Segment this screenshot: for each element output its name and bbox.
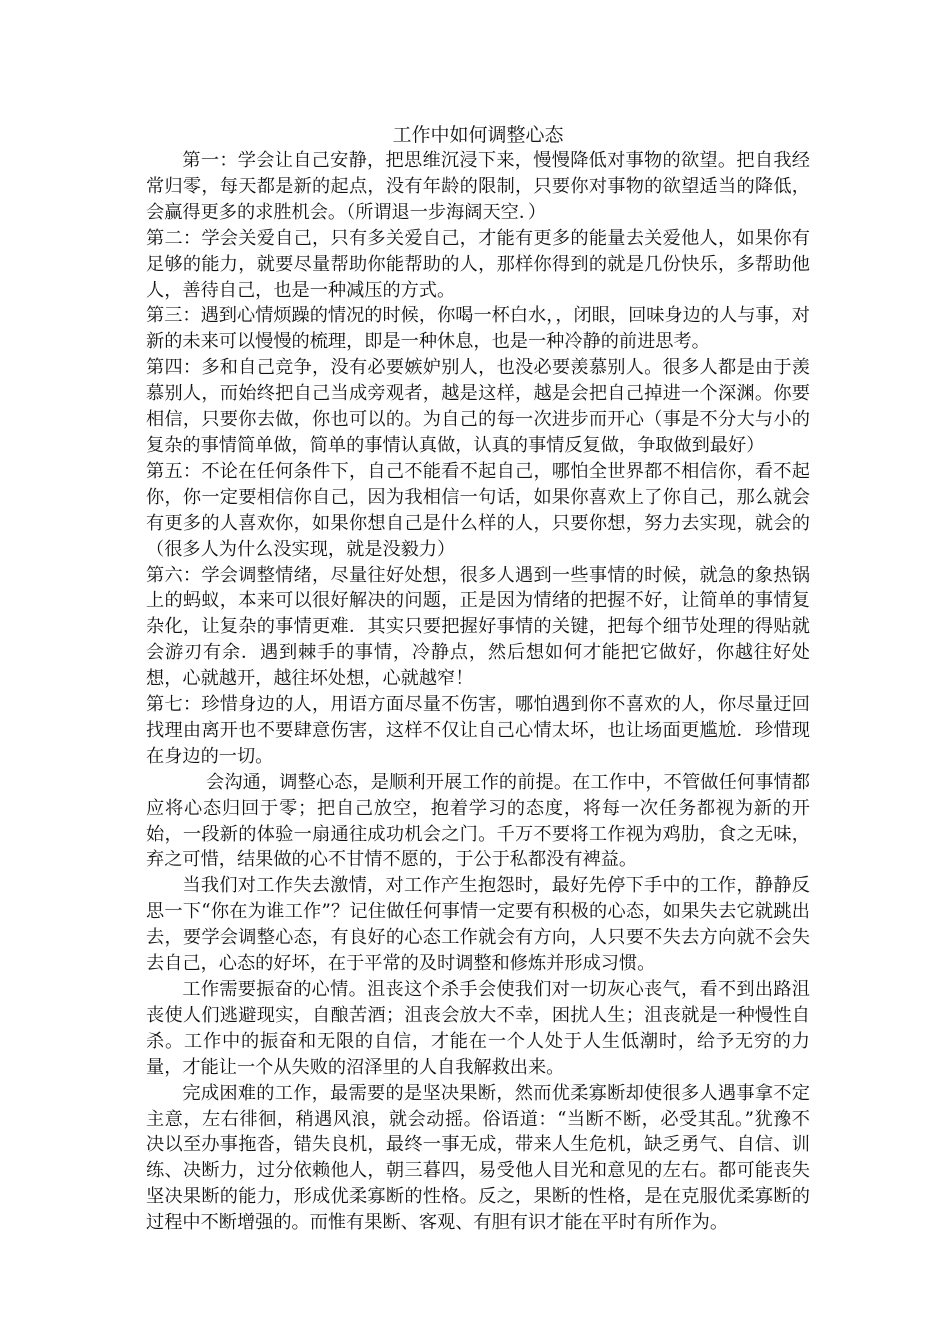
paragraph-5: 第五：不论在任何条件下，自己不能看不起自己，哪怕全世界都不相信你，看不起你，你一定要相信你自己，因为我相信一句话，如果你喜欢上了你自己，那么就会有更多的人喜欢你，如果你想自己是什么样的人，只要你想，努力去实现，就会的（很多人为什么没实现，就是没毅力） [146, 460, 810, 560]
paragraph-2: 第二：学会关爱自己，只有多关爱自己，才能有更多的能量去关爱他人，如果你有足够的能力，就要尽量帮助你能帮助的人，那样你得到的就是几份快乐，多帮助他人，善待自己，也是一种减压的方式。 [146, 227, 810, 301]
document-title: 工作中如何调整心态 [392, 124, 564, 146]
paragraph-3: 第三：遇到心情烦躁的情况的时候，你喝一杯白水，，闭眼，回味身边的人与事，对新的未来可以慢慢的梳理，即是一种休息，也是一种冷静的前进思考。 [146, 305, 810, 353]
document-page [146, 122, 810, 1236]
paragraph-8: 会沟通，调整心态，是顺利开展工作的前提。在工作中，不管做任何事情都应将心态归回于零；把自己放空，抱着学习的态度，将每一次任务都视为新的开始，一段新的体验一扇通往成功机会之门。千万不要将工作视为鸡肋，食之无味，弃之可惜，结果做的心不甘情不愿的，于公于私都没有裨益。 [146, 771, 810, 871]
paragraph-9: 当我们对工作失去激情，对工作产生抱怨时，最好先停下手中的工作，静静反思一下“你在为谁工作”？记住做任何事情一定要有积极的心态，如果失去它就跳出去，要学会调整心态，有良好的心态工作就会有方向，人只要不失去方向就不会失去自己，心态的好坏，在于平常的及时调整和修炼并形成习惯。 [146, 875, 810, 975]
paragraph-4: 第四：多和自己竞争，没有必要嫉妒别人，也没必要羡慕别人。很多人都是由于羡慕别人，而始终把自己当成旁观者，越是这样，越是会把自己掉进一个深渊。你要相信，只要你去做，你也可以的。为自己的每一次进步而开心（事是不分大与小的复杂的事情简单做，简单的事情认真做，认真的事情反复做，争取做到最好） [146, 357, 810, 456]
paragraph-11: 完成困难的工作，最需要的是坚决果断，然而优柔寡断却使很多人遇事拿不定主意，左右徘徊，稍遇风浪，就会动摇。俗语道：“当断不断，必受其乱。”犹豫不决以至办事拖沓，错失良机，最终一事无成，带来人生危机，缺乏勇气、自信、训练、决断力，过分依赖他人，朝三暮四，易受他人目光和意见的左右。都可能丧失坚决果断的能力，形成优柔寡断的性格。反之，果断的性格，是在克服优柔寡断的过程中不断增强的。而惟有果断、客观、有胆有识才能在平时有所作为。 [146, 1082, 810, 1234]
paragraph-7: 第七：珍惜身边的人，用语方面尽量不伤害，哪怕遇到你不喜欢的人，你尽量迂回找理由离开也不要肆意伤害，这样不仅让自己心情太坏，也让场面更尴尬．珍惜现在身边的一切。 [146, 694, 810, 767]
paragraph-1: 第一：学会让自己安静，把思维沉浸下来，慢慢降低对事物的欲望。把自我经常归零，每天都是新的起点，没有年龄的限制，只要你对事物的欲望适当的降低，会赢得更多的求胜机会。（所谓退一步海阔天空．） [146, 150, 810, 223]
paragraph-10: 工作需要振奋的心情。沮丧这个杀手会使我们对一切灰心丧气，看不到出路沮丧使人们逃避现实，自酿苦酒；沮丧会放大不幸，困扰人生；沮丧就是一种慢性自杀。工作中的振奋和无限的自信，才能在一个人处于人生低潮时，给予无穷的力量，才能让一个从失败的沼泽里的人自我解救出来。 [146, 979, 810, 1078]
paragraph-6: 第六：学会调整情绪，尽量往好处想，很多人遇到一些事情的时候，就急的象热锅上的蚂蚁，本来可以很好解决的问题，正是因为情绪的把握不好，让简单的事情复杂化，让复杂的事情更难．其实只要把握好事情的关键，把每个细节处理的得贴就会游刃有余．遇到棘手的事情，冷静点，然后想如何才能把它做好，你越往好处想，心就越开，越往坏处想，心就越窄！ [146, 564, 810, 690]
